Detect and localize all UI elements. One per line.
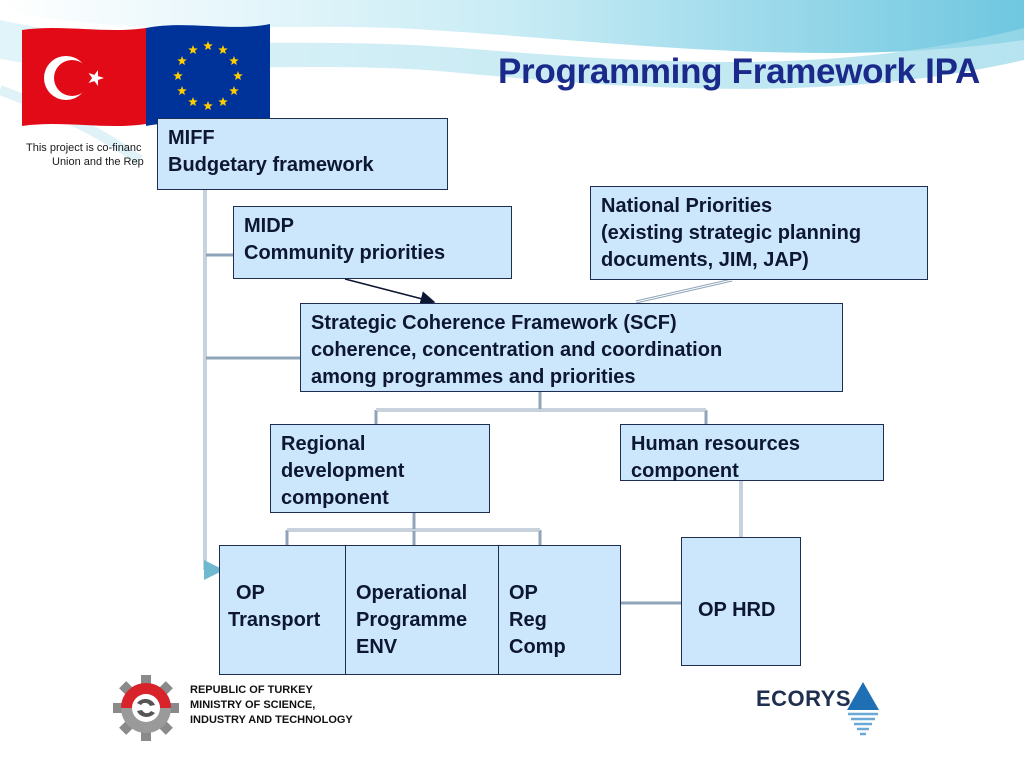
op-hrd-box <box>681 537 801 666</box>
cofinance-note-line2: Union and the Rep <box>52 156 144 168</box>
scf-line1: Strategic Coherence Framework (SCF) <box>311 312 677 334</box>
ecorys-logo-text: ECORYS <box>756 686 852 711</box>
op-reg-line2: Reg <box>509 609 547 631</box>
human-resources-line2: component <box>631 460 739 482</box>
op-reg-cell <box>499 546 620 674</box>
ministry-text <box>190 683 353 728</box>
regional-line1: Regional <box>281 433 366 455</box>
national-priorities-line1: National Priorities <box>601 195 773 217</box>
miff-title: MIFF <box>168 127 215 149</box>
national-priorities-line3: documents, JIM, JAP) <box>601 249 809 271</box>
ministry-line1: REPUBLIC OF TURKEY <box>190 684 313 696</box>
miff-subtitle: Budgetary framework <box>168 154 374 176</box>
op-env-line2: Programme <box>356 609 468 631</box>
human-resources-box <box>620 424 884 481</box>
scf-line3: among programmes and priorities <box>311 366 636 388</box>
ecorys-logo-icon <box>846 680 880 740</box>
ministry-line3: INDUSTRY AND TECHNOLOGY <box>190 714 353 726</box>
regional-line2: development <box>281 460 405 482</box>
midp-subtitle: Community priorities <box>244 242 446 264</box>
national-priorities-box <box>590 186 928 280</box>
ministry-line2: MINISTRY OF SCIENCE, <box>190 699 316 711</box>
op-env-line1: Operational <box>356 582 468 604</box>
op-reg-line3: Comp <box>509 636 566 658</box>
cofinance-note-line1: This project is co-financ <box>26 142 142 154</box>
op-env-line3: ENV <box>356 636 398 658</box>
op-hrd-label: OP HRD <box>698 599 776 621</box>
regional-development-box <box>270 424 490 513</box>
op-transport-line2: Transport <box>228 609 321 631</box>
scf-box <box>300 303 843 392</box>
op-reg-line1: OP <box>509 582 538 604</box>
midp-title: MIDP <box>244 215 294 237</box>
regional-line3: component <box>281 487 389 509</box>
miff-box <box>157 118 448 190</box>
midp-box <box>233 206 512 279</box>
op-transport-cell <box>220 546 346 674</box>
human-resources-line1: Human resources <box>631 433 800 455</box>
ministry-gear-logo-icon <box>106 672 186 742</box>
scf-line2: coherence, concentration and coordination <box>311 339 723 361</box>
op-env-cell <box>346 546 499 674</box>
op-group-box <box>219 545 621 675</box>
page-title: Programming Framework IPA <box>498 52 980 91</box>
op-transport-line1: OP <box>236 582 265 604</box>
national-priorities-line2: (existing strategic planning <box>601 222 862 244</box>
